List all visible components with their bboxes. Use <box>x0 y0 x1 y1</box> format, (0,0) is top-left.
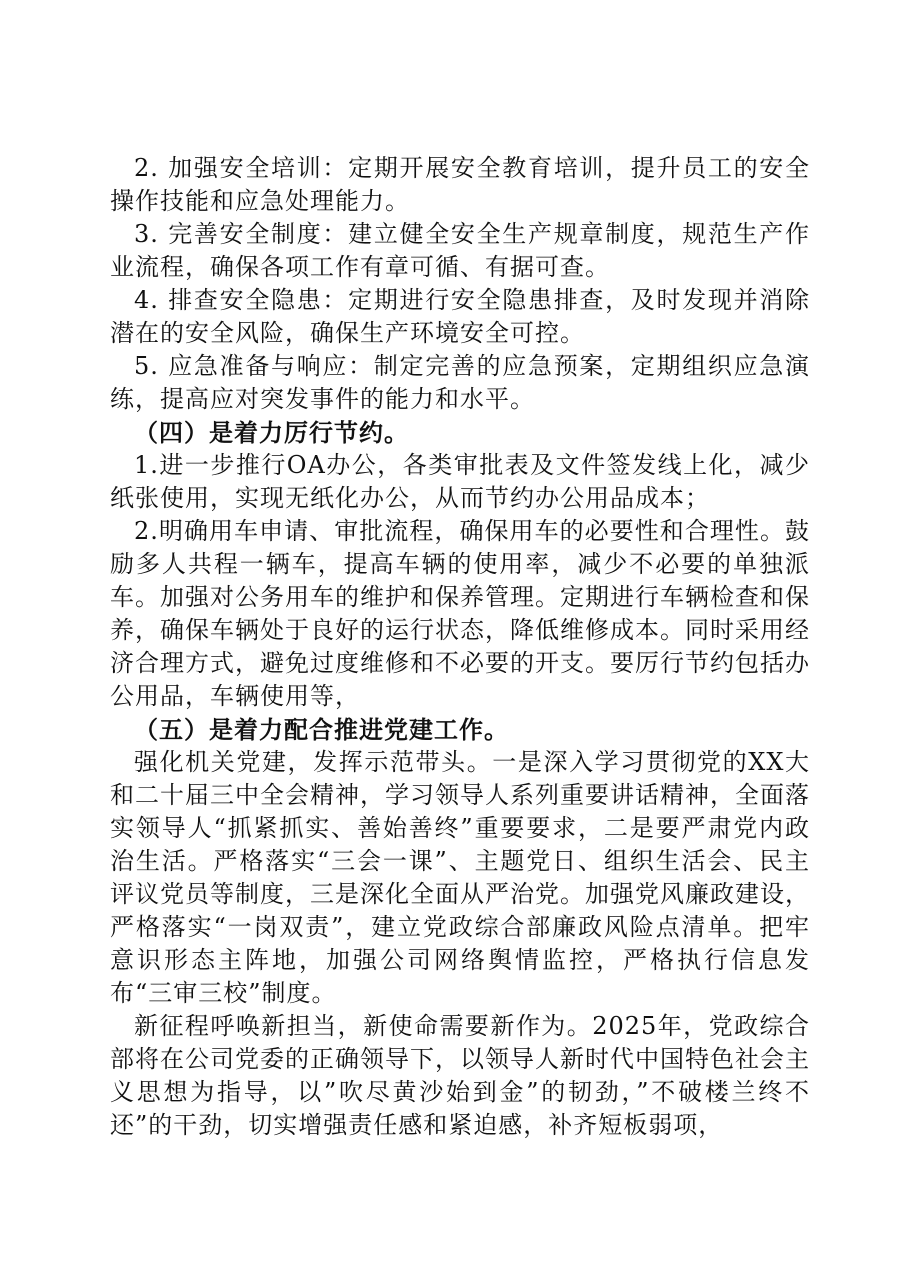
paragraph-new-journey: 新征程呼唤新担当，新使命需要新作为。2025年，党政综合部将在公司党委的正确领导下，以领导人新时代中国特色社会主义思想为指导，以”吹尽黄沙始到金”的韧劲，”不破楼兰终不还”的干劲，切实增强责任感和紧迫感，补齐短板弱项， <box>110 1012 810 1139</box>
document-body <box>110 152 810 1142</box>
paragraph-hazard-check: 4. 排查安全隐患：定期进行安全隐患排查，及时发现并消除潜在的安全风险，确保生产环境安全可控。 <box>110 286 810 347</box>
section-heading-four: （四）是着力厉行节约。 <box>134 418 409 447</box>
paragraph-vehicle-management: 2.明确用车申请、审批流程，确保用车的必要性和合理性。鼓励多人共程一辆车，提高车辆的使用率，减少不必要的单独派车。加强对公务用车的维护和保养管理。定期进行车辆检查和保养，确保车辆处于良好的运行状态，降低维修成本。同时采用经济合理方式，避免过度维修和不必要的开支。要厉行节约包括办公用品，车辆使用等， <box>110 517 810 710</box>
section-heading-five: （五）是着力配合推进党建工作。 <box>134 715 509 744</box>
paragraph-safety-training: 2. 加强安全培训：定期开展安全教育培训，提升员工的安全操作技能和应急处理能力。 <box>110 154 810 215</box>
paragraph-safety-rules: 3. 完善安全制度：建立健全安全生产规章制度，规范生产作业流程，确保各项工作有章可循、有据可查。 <box>110 220 810 281</box>
paragraph-emergency-response: 5. 应急准备与响应：制定完善的应急预案，定期组织应急演练，提高应对突发事件的能力和水平。 <box>110 352 810 413</box>
paragraph-party-building: 强化机关党建，发挥示范带头。一是深入学习贯彻党的XX大和二十届三中全会精神，学习领导人系列重要讲话精神，全面落实领导人“抓紧抓实、善始善终”重要要求，二是要严肃党内政治生活。严格落实“三会一课”、主题党日、组织生活会、民主评议党员等制度，三是深化全面从严治党。加强党风廉政建设，严格落实“一岗双责”，建立党政综合部廉政风险点清单。把牢意识形态主阵地，加强公司网络舆情监控，严格执行信息发布“三审三校”制度。 <box>110 748 810 1007</box>
paragraph-oa-office: 1.进一步推行OA办公，各类审批表及文件签发线上化，减少纸张使用，实现无纸化办公，从而节约办公用品成本； <box>110 451 810 512</box>
